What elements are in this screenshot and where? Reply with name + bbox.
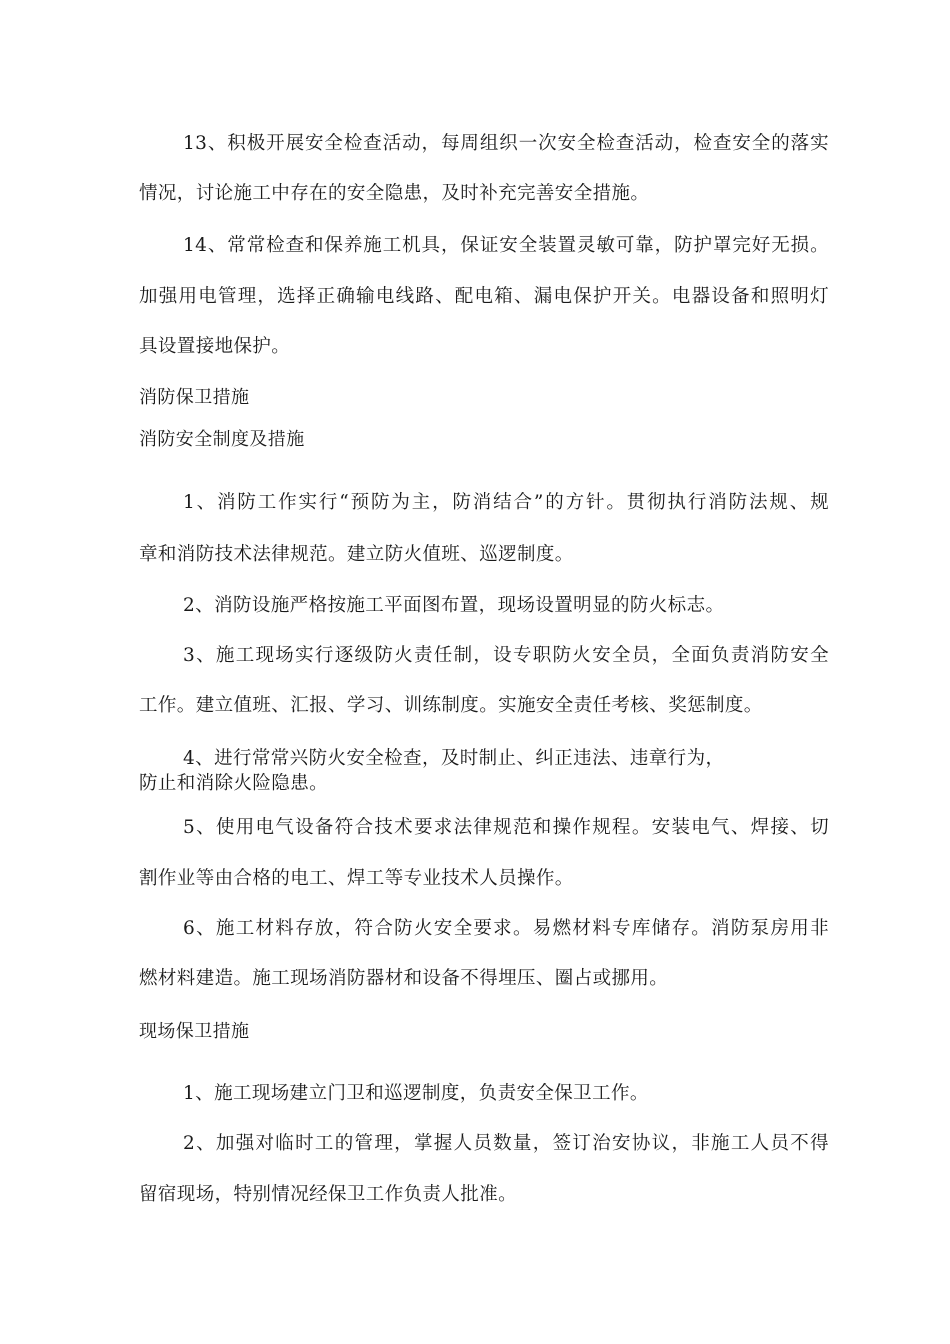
fire-item-6-line-1: 6、施工材料存放，符合防火安全要求。易燃材料专库储存。消防泵房用非 [183,918,829,939]
paragraph-14-line-3: 具设置接地保护。 [139,336,291,357]
fire-item-5-line-2: 割作业等由合格的电工、焊工等专业技术人员操作。 [139,868,574,889]
section-heading-fire-security: 消防保卫措施 [139,387,250,408]
paragraph-13-line-2: 情况，讨论施工中存在的安全隐患，及时补充完善安全措施。 [139,183,650,204]
fire-item-1-line-2: 章和消防技术法律规范。建立防火值班、巡逻制度。 [139,544,574,565]
site-item-2-line-1: 2、加强对临时工的管理，掌握人员数量，签订治安协议，非施工人员不得 [183,1133,829,1154]
fire-item-6-line-2: 燃材料建造。施工现场消防器材和设备不得埋压、圈占或挪用。 [139,968,669,989]
fire-item-3-line-2: 工作。建立值班、汇报、学习、训练制度。实施安全责任考核、奖惩制度。 [139,695,763,716]
fire-item-1-line-1: 1、消防工作实行“预防为主，防消结合”的方针。贯彻执行消防法规、规 [183,492,829,513]
fire-item-5-line-1: 5、使用电气设备符合技术要求法律规范和操作规程。安装电气、焊接、切 [183,817,829,838]
paragraph-14-line-1: 14、常常检查和保养施工机具，保证安全装置灵敏可靠，防护罩完好无损。 [183,235,829,256]
paragraph-14-line-2: 加强用电管理，选择正确输电线路、配电箱、漏电保护开关。电器设备和照明灯 [139,286,829,307]
paragraph-13-line-1: 13、积极开展安全检查活动，每周组织一次安全检查活动，检查安全的落实 [183,133,829,154]
section-heading-site-security: 现场保卫措施 [139,1021,250,1042]
site-item-2-line-2: 留宿现场，特别情况经保卫工作负责人批准。 [139,1184,518,1205]
subsection-heading-fire-safety: 消防安全制度及措施 [139,429,305,450]
site-item-1-line-1: 1、施工现场建立门卫和巡逻制度，负责安全保卫工作。 [183,1083,649,1104]
fire-item-2-line-1: 2、消防设施严格按施工平面图布置，现场设置明显的防火标志。 [183,595,725,616]
fire-item-4-line-1: 4、进行常常兴防火安全检查，及时制止、纠正违法、违章行为， [183,748,725,769]
fire-item-3-line-1: 3、施工现场实行逐级防火责任制，设专职防火安全员，全面负责消防安全 [183,645,829,666]
fire-item-4-line-2: 防止和消除火险隐患。 [139,773,329,794]
